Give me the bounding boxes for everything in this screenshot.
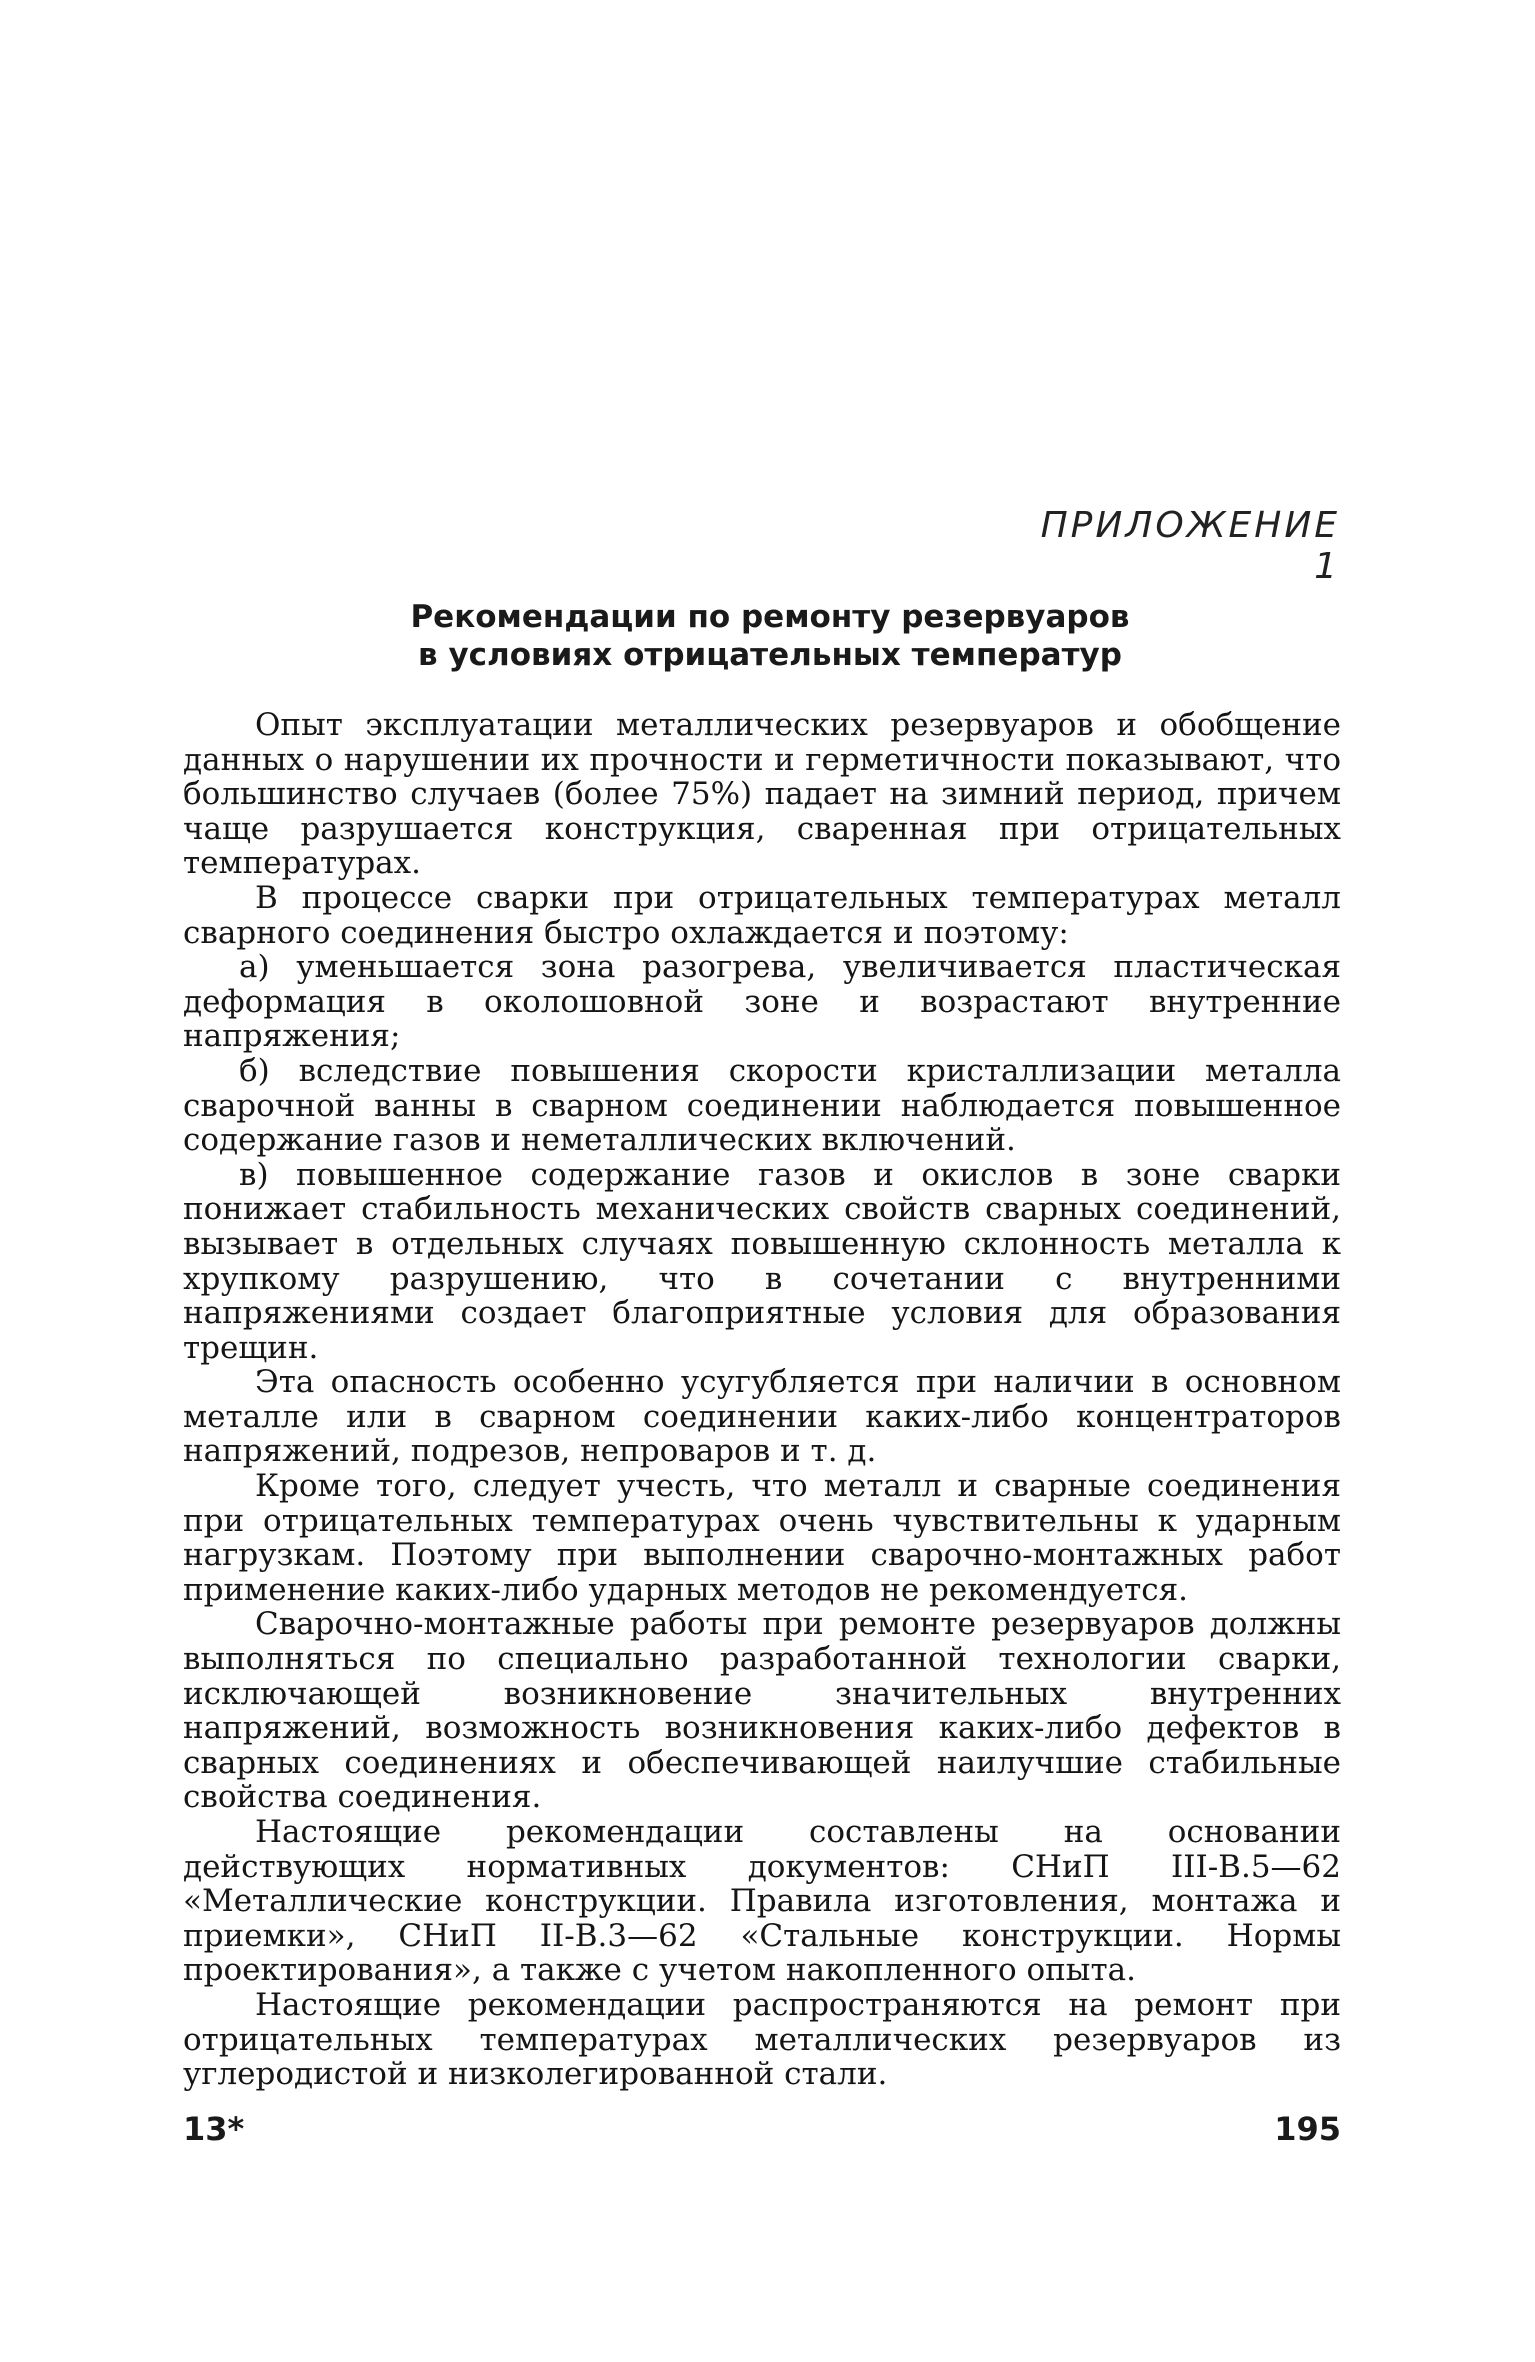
paragraph-normative-docs: Настоящие рекомендации составлены на основании действующих нормативных документов: СНиП III-В.5—62 «Металлические конструкции. Правила изготовления, монтажа и приемки», СНиП II-В.3—62 «Стальные конструкции. Нормы проектирования», а также с учетом накопленного опыта. (183, 1814, 1341, 1989)
paragraph-danger: Эта опасность особенно усугубляется при наличии в основном металле или в сварном соединении каких-либо концентраторов напряжений, подрезов, непроваров и т. д. (183, 1364, 1341, 1470)
page-number: 195 (1274, 2110, 1341, 2148)
list-item-a: а) уменьшается зона разогрева, увеличивается пластическая деформация в околошовной зоне и возрастают внутренние напряжения; (183, 949, 1341, 1055)
title-line-2: в условиях отрицательных температур (418, 637, 1122, 673)
paragraph-welding-works: Сварочно-монтажные работы при ремонте резервуаров должны выполняться по специально разработанной технологии сварки, исключающей возникновение значительных внутренних напряжений, возможность возникновения каких-либо дефектов в сварных соединениях и обеспечивающей наилучшие стабильные свойства соединения. (183, 1606, 1341, 1816)
document-title (230, 598, 1310, 674)
paragraph-experience: Опыт эксплуатации металлических резервуаров и обобщение данных о нарушении их прочности и герметичности показывают, что большинство случаев (более 75%) падает на зимний период, причем чаще разрушается конструкция, сваренная при отрицательных температурах. (183, 707, 1341, 882)
list-item-c: в) повышенное содержание газов и окислов в зоне сварки понижает стабильность механических свойств сварных соединений, вызывает в отдельных случаях повышенную склонность металла к хрупкому разрушению, что в сочетании с внутренними напряжениями создает благоприятные условия для образования трещин. (183, 1156, 1341, 1366)
paragraph-welding-process: В процессе сварки при отрицательных температурах металл сварного соединения быстро охлаждается и поэтому: (183, 879, 1341, 951)
paragraph-impact-loads: Кроме того, следует учесть, что металл и сварные соединения при отрицательных температурах очень чувствительны к ударным нагрузкам. Поэтому при выполнении сварочно-монтажных работ применение каких-либо ударных методов не рекомендуется. (183, 1468, 1341, 1608)
list-item-b: б) вследствие повышения скорости кристаллизации металла сварочной ванны в сварном соединении наблюдается повышенное содержание газов и неметаллических включений. (183, 1052, 1341, 1159)
paragraph-scope: Настоящие рекомендации распространяются на ремонт при отрицательных температурах металлических резервуаров из углеродистой и низколегированной стали. (183, 1986, 1341, 2093)
title-line-1: Рекомендации по ремонту резервуаров (410, 599, 1130, 635)
body-text (183, 708, 1341, 2092)
appendix-label: ПРИЛОЖЕНИЕ 1 (1040, 505, 1340, 587)
signature-mark: 13* (183, 2110, 245, 2148)
